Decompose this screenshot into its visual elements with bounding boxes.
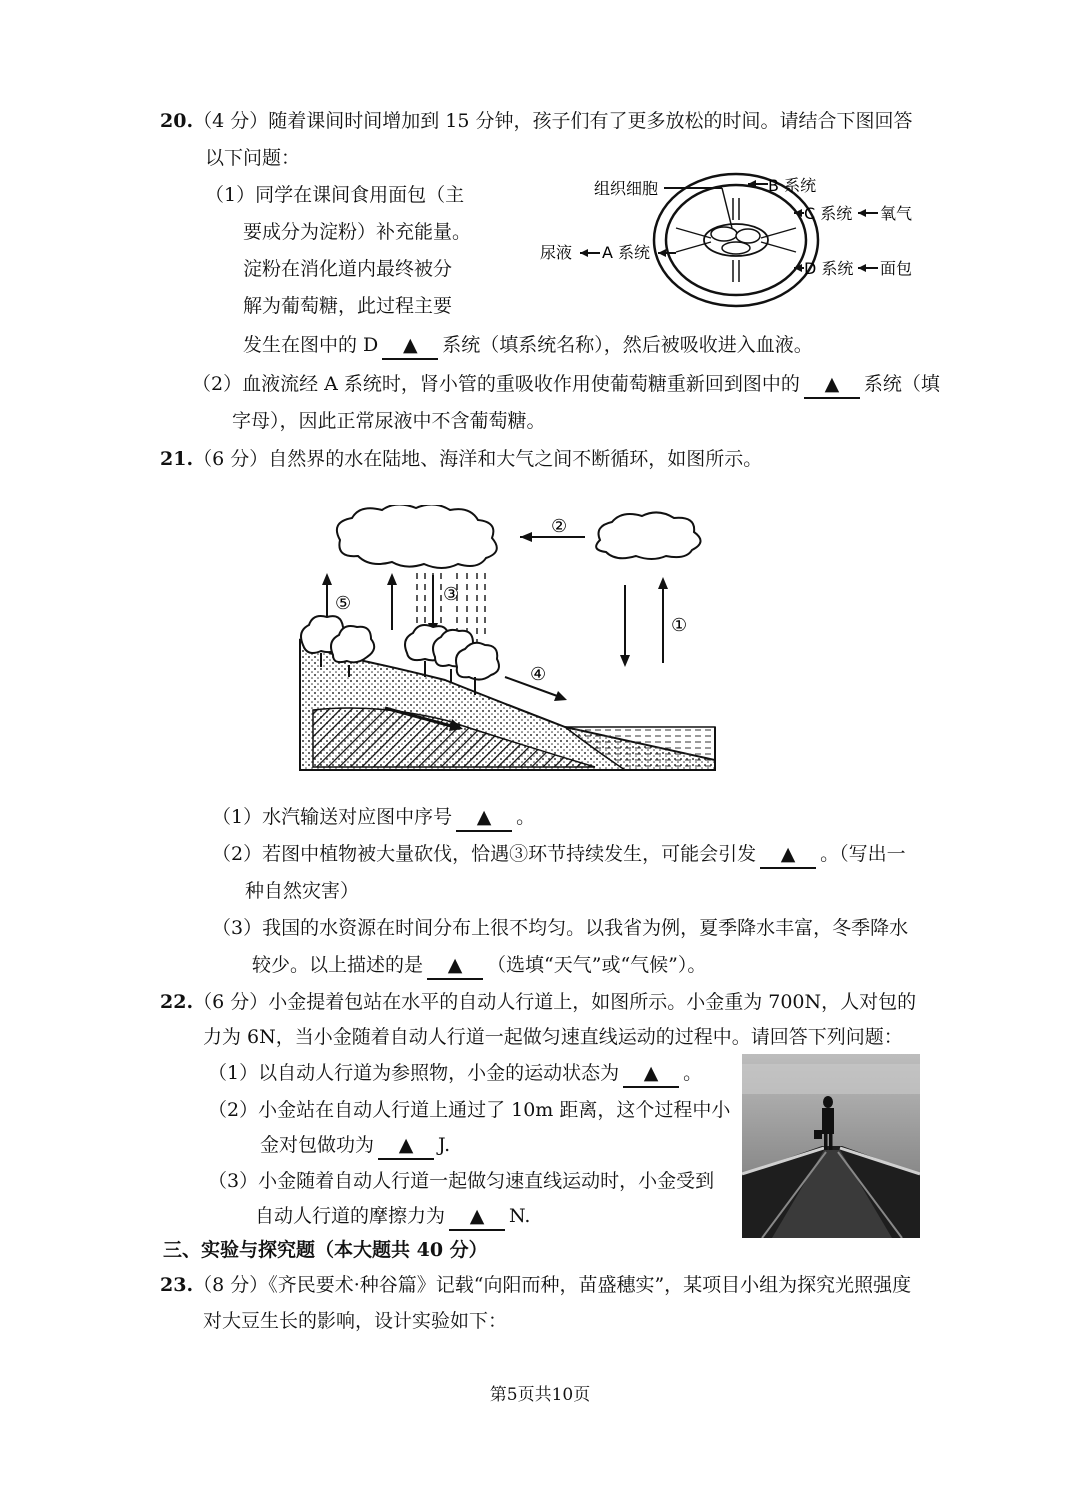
label-urine: 尿液 [540, 243, 573, 262]
q22-number: 22. [160, 991, 194, 1013]
q22-p2-unit: J. [438, 1134, 451, 1156]
q21-p1-end: 。 [516, 806, 536, 828]
label-oxygen: 氧气 [880, 204, 913, 223]
q21-p3-text: 较少。以上描述的是 [252, 954, 424, 976]
q20-p1-line4: 解为葡萄糖，此过程主要 [243, 295, 453, 317]
q23-number: 23. [160, 1274, 194, 1296]
q21-number: 21. [160, 448, 194, 470]
q22-stem-line2: 力为 6N，当小金随着自动人行道一起做匀速直线运动的过程中。请回答下列问题： [203, 1026, 903, 1048]
moving-walkway-photo [742, 1054, 920, 1238]
q23-stem-line2: 对大豆生长的影响，设计实验如下： [203, 1310, 508, 1332]
q21-stem [160, 444, 762, 474]
q22-p2-line1: （2）小金站在自动人行道上通过了 10m 距离，这个过程中小 [208, 1099, 731, 1121]
q22-p3-text: 自动人行道的摩擦力为 [255, 1205, 446, 1227]
q20-p1-line1: （1）同学在课间食用面包（主 [205, 184, 465, 206]
label-1: ① [671, 615, 688, 636]
label-2: ② [551, 516, 568, 537]
q21-p1-answer-blank[interactable]: ▲ [456, 804, 512, 832]
q21-p3-text2: （选填“天气”或“气候”）。 [487, 954, 707, 976]
q22-p3-unit: N. [509, 1205, 531, 1227]
label-4: ④ [530, 664, 547, 685]
q22-p3-answer-blank[interactable]: ▲ [449, 1203, 505, 1231]
q21-p3-line2 [252, 950, 706, 980]
q20-system-diagram [536, 168, 936, 318]
q20-p1-line3: 淀粉在消化道内最终被分 [243, 258, 453, 280]
cloud-right [596, 512, 700, 559]
q20-p2-text: （2）血液流经 A 系统时，肾小管的重吸收作用使葡萄糖重新回到图中的 [192, 373, 800, 395]
q20-p2-text2: 系统（填 [863, 373, 940, 395]
q22-p2-answer-blank[interactable]: ▲ [378, 1132, 434, 1160]
q20-stem-line2: 以下问题： [205, 147, 301, 169]
q21-p2-line2: 种自然灾害） [245, 880, 360, 902]
label-3: ③ [443, 584, 460, 605]
q22-p1-answer-blank[interactable]: ▲ [623, 1060, 679, 1088]
q21-p2-line1 [212, 839, 906, 869]
q20-stem-line1 [160, 106, 912, 136]
q22-stem-text1: （6 分）小金提着包站在水平的自动人行道上，如图所示。小金重为 700N，人对包的 [193, 991, 917, 1013]
label-bread: 面包 [880, 259, 913, 278]
q20-number: 20. [160, 110, 194, 132]
q22-p1-line [208, 1058, 702, 1088]
label-d-system: D 系统 [804, 259, 854, 278]
q22-p3-line2 [255, 1201, 530, 1231]
label-tissue-cell: 组织细胞 [594, 179, 659, 198]
q20-p2-answer-blank[interactable]: ▲ [804, 371, 860, 399]
q22-p1-text: （1）以自动人行道为参照物，小金的运动状态为 [208, 1062, 620, 1084]
q21-stem-text: （6 分）自然界的水在陆地、海洋和大气之间不断循环，如图所示。 [193, 448, 763, 470]
q21-p2-text2: 。（写出一 [820, 843, 906, 865]
q20-p2-line1 [192, 369, 940, 399]
cloud-left [337, 505, 497, 568]
q22-p2-line2 [260, 1130, 450, 1160]
q23-stem-text1: （8 分）《齐民要术·种谷篇》记载“向阳而种，苗盛穗实”，某项目小组为探究光照强度 [193, 1274, 912, 1296]
section-3-heading: 三、实验与探究题（本大题共 40 分） [163, 1239, 488, 1261]
q20-p2-line2: 字母），因此正常尿液中不含葡萄糖。 [232, 410, 546, 432]
label-c-system: C 系统 [804, 204, 853, 223]
q20-p1-text: 发生在图中的 D [243, 334, 379, 356]
q20-p1-line5 [243, 330, 813, 360]
page-footer: 第5页共10页 [489, 1385, 591, 1405]
q20-stem-text1: （4 分）随着课间时间增加到 15 分钟，孩子们有了更多放松的时间。请结合下图回答 [193, 110, 913, 132]
q22-p3-line1: （3）小金随着自动人行道一起做匀速直线运动时，小金受到 [208, 1170, 715, 1192]
label-5: ⑤ [335, 593, 352, 614]
q20-p1-answer-blank[interactable]: ▲ [382, 332, 438, 360]
q22-p1-end: 。 [683, 1062, 703, 1084]
q21-p1-text: （1）水汽输送对应图中序号 [212, 806, 453, 828]
q21-p2-text: （2）若图中植物被大量砍伐，恰遇③环节持续发生，可能会引发 [212, 843, 757, 865]
label-a-system: A 系统 [602, 243, 651, 262]
q21-p3-answer-blank[interactable]: ▲ [427, 952, 483, 980]
q20-p1-text2: 系统（填系统名称），然后被吸收进入血液。 [442, 334, 813, 356]
q21-water-cycle-diagram [295, 505, 725, 775]
q21-p3-line1: （3）我国的水资源在时间分布上很不均匀。以我省为例，夏季降水丰富，冬季降水 [212, 917, 909, 939]
q22-p2-text: 金对包做功为 [260, 1134, 375, 1156]
q22-stem-line1 [160, 987, 916, 1017]
q20-p1-line2: 要成分为淀粉）补充能量。 [243, 221, 472, 243]
q21-p2-answer-blank[interactable]: ▲ [760, 841, 816, 869]
q23-stem-line1 [160, 1270, 911, 1300]
label-b-system: B 系统 [768, 176, 817, 195]
q21-p1-line [212, 802, 535, 832]
